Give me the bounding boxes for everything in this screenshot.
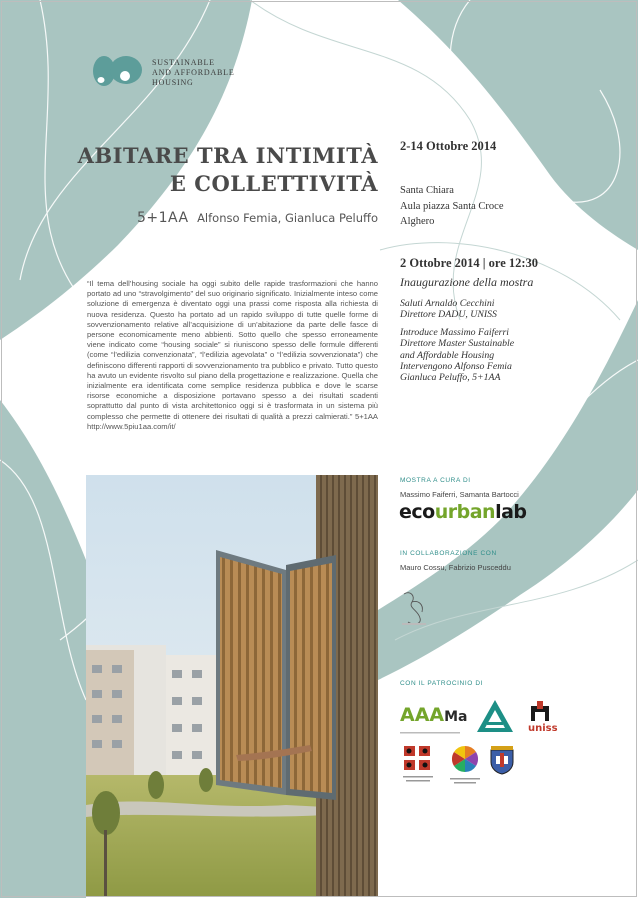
inauguration-title: Inaugurazione della mostra [400, 275, 534, 289]
curators-heading: MOSTRA A CURA DI [400, 477, 471, 484]
intro-line-3: and Affordable Housing [400, 349, 495, 361]
studio-name: 5+1AA [137, 210, 189, 226]
consortium-logo-icon [450, 744, 480, 774]
collaboration-heading: IN COLLABORAZIONE CON [400, 550, 497, 557]
alghero-crest-icon [488, 745, 516, 775]
ecourbanlab-part-2: urban [434, 501, 496, 523]
patronage-heading: CON IL PATROCINIO DI [400, 680, 484, 687]
uniss-logo [528, 700, 558, 734]
sardinia-region-caption-icon [401, 774, 435, 786]
architects-logo-icon [474, 699, 516, 735]
aaama-logo [398, 702, 468, 736]
inauguration-date: 2 Ottobre 2014 | ore 12:30 [400, 256, 539, 270]
venue [400, 183, 504, 230]
speakers [400, 298, 514, 390]
consortium-caption-icon [446, 776, 484, 788]
sah-logo-icon [92, 54, 146, 88]
intro-line-4: Intervengono Alfonso Femia [400, 361, 512, 373]
venue-line-2: Aula piazza Santa Croce [400, 200, 504, 212]
exhibition-dates: 2-14 Ottobre 2014 [400, 139, 497, 153]
introduction [400, 327, 514, 384]
uniss-text: uniss [528, 723, 558, 734]
ecourbanlab-part-1: eco [399, 501, 435, 523]
intro-quote: “Il tema dell’housing sociale ha oggi subito delle rapide trasformazioni che hanno portato ad uno “stravolgimento” del suo originario significato. Inizialmente inteso come soluzione di emergenza è diventato oggi una prassi come risposta alla richiesta di nuova residenza. Questo ha portato ad un rapido sviluppo di tutte quelle forme di sovvenzionamento relative all’acquisizione di un’abitazione da parte delle fasce di persone economicamente meno abbienti. Sotto quello che spesso erroneamente viene indicato come “housing sociale” si riuniscono spesso delle formule differenti (come “l’edilizia convenzionata”, “l’edilizia agevolata” o “l’edilizia sovvenzionata”) che definiscono differenti rapporti di sovvenzionamento tra pubblico e privato. Tutto questo ha avuto un evidente risvolto sul piano della progettazione e realizzazione. Quella che inizialmente era identificata come semplice residenza pubblica e dove le scarse risorse economiche a disposizione portavano spesso a dei risultati scadenti soprattutto dal punto di vista architettonico oggi si è trasformata in un sistema più complesso che permette di ottenere dei risultati di qualità a prezzi calmierati.” 5+1AA http://www.5piu1aa.com/it/ [87, 279, 378, 431]
venue-line-1: Santa Chiara [400, 185, 454, 196]
aaama-suffix: Ma [444, 709, 468, 725]
logo-line-2: AND AFFORDABLE [152, 68, 235, 77]
page-title [78, 142, 378, 198]
logo-line-3: HOUSING [152, 78, 194, 87]
greetings [400, 298, 514, 321]
ecourbanlab-part-3: lab [495, 501, 527, 523]
greet-line-1: Saluti Arnaldo Cecchini [400, 298, 495, 309]
ecourbanlab-logo [399, 501, 527, 523]
sardinia-region-logo-icon [403, 745, 431, 771]
venue-line-3: Alghero [400, 216, 435, 227]
authors: Alfonso Femia, Gianluca Peluffo [197, 211, 378, 225]
building-photo [86, 475, 378, 896]
greet-line-2: Direttore DADU, UNISS [400, 309, 497, 321]
title-line-1: ABITARE TRA INTIMITÀ [77, 143, 378, 168]
logo-line-1: SUSTAINABLE [152, 58, 215, 67]
intro-line-1: Introduce Massimo Faiferri [400, 326, 510, 338]
collaboration-names: Mauro Cossu, Fabrizio Pusceddu [400, 563, 511, 572]
curators-names: Massimo Faiferri, Samanta Bartocci [400, 490, 519, 499]
intro-line-5: Gianluca Peluffo, 5+1AA [400, 372, 501, 384]
intro-line-2: Direttore Master Sustainable [400, 338, 515, 350]
uniss-emblem-icon [528, 700, 552, 722]
aaama-text: AAA [400, 704, 445, 726]
logo-text [152, 58, 235, 88]
collaborator-sketch-logo-icon [398, 590, 430, 628]
subtitle [137, 209, 378, 227]
title-line-2: E COLLETTIVITÀ [169, 171, 378, 196]
